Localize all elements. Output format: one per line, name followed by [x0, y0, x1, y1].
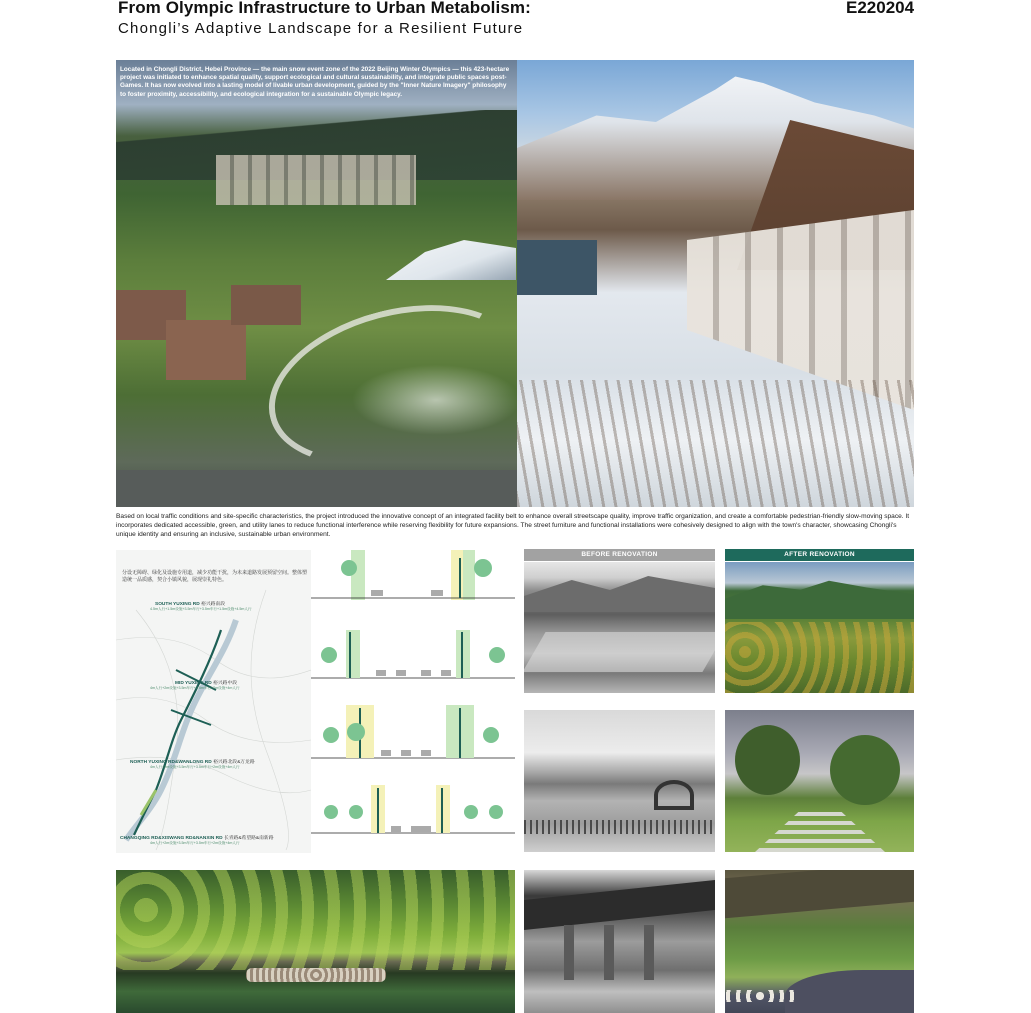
poster-subtitle: Chongli’s Adaptive Landscape for a Resilient Future: [118, 20, 524, 37]
arena: [517, 240, 597, 295]
sculpture: [654, 780, 694, 810]
project-description: Based on local traffic conditions and site-specific characteristics, the project introduced the innovative concept of an integrated facility belt to enhance overall streetscape quality, improve traffic organization, and create a comfortable pedestrian-friendly slow-moving space. It incorporates dedicated accessible, green, and utility lanes to reduce functional interference while reserving flexibility for future expansions. The street furniture and functional installations were cohesively designed to align with the town's character, showcasing Chongli's unique identity and ensuring an inclusive, sustainable urban environment.: [116, 513, 910, 538]
bridge-deck: [725, 870, 914, 918]
after-renovation-tag: AFTER RENOVATION: [725, 549, 914, 561]
section-spec-north-yuxing: 4m人行+2m设施+3.5m车行+3.5m车行+2m设施+4m人行: [150, 765, 240, 769]
before-photo-valley: [524, 562, 715, 693]
bridge-deck: [524, 880, 715, 930]
section-label-south-yuxing: SOUTH YUXING RD 裕兴路南段: [155, 602, 226, 607]
tree: [830, 735, 900, 805]
snowy-park-trees: [517, 380, 914, 507]
section-spec-south-yuxing: 4.5m人行+1.5m设施+3.5m车行+3.5m车行+1.5m设施+4.5m人行: [150, 607, 252, 611]
rock-edge: [246, 968, 386, 982]
after-photo-overpass-trail: [725, 870, 914, 1013]
stepping-stone-path: [755, 810, 885, 852]
hero-photo-summer-aerial: [116, 60, 517, 507]
residential-blocks: [216, 155, 416, 205]
bridge-pier: [644, 925, 654, 980]
tree: [735, 725, 800, 795]
hero-photo-winter-mountains: [517, 60, 914, 507]
photo-lakeside-park: [116, 870, 515, 1013]
trail: [785, 970, 914, 1013]
street: [116, 470, 517, 507]
road: [524, 632, 715, 672]
section-label-changqing: CHANGQING RD&XISWANG RD&NANXIN RD 长青路&希望路&南新路: [120, 836, 274, 841]
entry-code: E220204: [846, 0, 915, 17]
before-photo-field: [524, 710, 715, 852]
building: [231, 285, 301, 325]
fence: [524, 820, 715, 834]
building: [166, 320, 246, 380]
tree-canopy: [116, 870, 515, 970]
olympic-venue: [386, 240, 516, 280]
before-renovation-tag: BEFORE RENOVATION: [524, 549, 715, 561]
poster-title: From Olympic Infrastructure to Urban Metabolism:: [118, 0, 531, 17]
map-drawing: [116, 550, 311, 853]
before-photo-overpass: [524, 870, 715, 1013]
section-label-mid-yuxing: MID YUXING RD 裕兴路中段: [175, 681, 238, 686]
autumn-trees: [725, 622, 914, 693]
after-photo-valley: [725, 562, 914, 693]
mountain: [725, 574, 914, 619]
site-route-map: [116, 550, 311, 853]
bridge-pier: [564, 925, 574, 980]
section-drawings: [311, 550, 515, 853]
intro-text: Located in Chongli District, Hebei Province — the main snow event zone of the 2022 Beijing Winter Olympics — this 423-hectare project was initiated to enhance spatial quality, support ecological and cultural sustainability, and integrate public spaces post-Games. It has now evolved into a lasting model of livable urban development, guided by the "Inner Nature Imagery" philosophy to foster proximity, accessibility, and ecological integration for a sustainable Olympic legacy.: [120, 66, 510, 98]
section-spec-mid-yuxing: 4m人行+2m设施+3.5m车行+3.5m车行+2m设施+4m人行: [150, 686, 240, 690]
stones: [725, 990, 795, 1002]
bridge-pier: [604, 925, 614, 980]
mountain: [524, 572, 715, 612]
section-spec-changqing: 4m人行+2m设施+3.5m车行+3.5m车行+2m设施+4m人行: [150, 841, 240, 845]
after-photo-garden: [725, 710, 914, 852]
section-label-north-yuxing: NORTH YUXING RD&WANLONG RD 裕兴路北段&万龙路: [130, 760, 255, 765]
street-sections: [311, 550, 515, 853]
map-note: 分设无障碍、绿化及设施专用道，减少功能干扰，为未来道路发展预留空间。整体塑造统一品质感，契合小镇风貌，展现崇礼特色。: [122, 570, 308, 583]
